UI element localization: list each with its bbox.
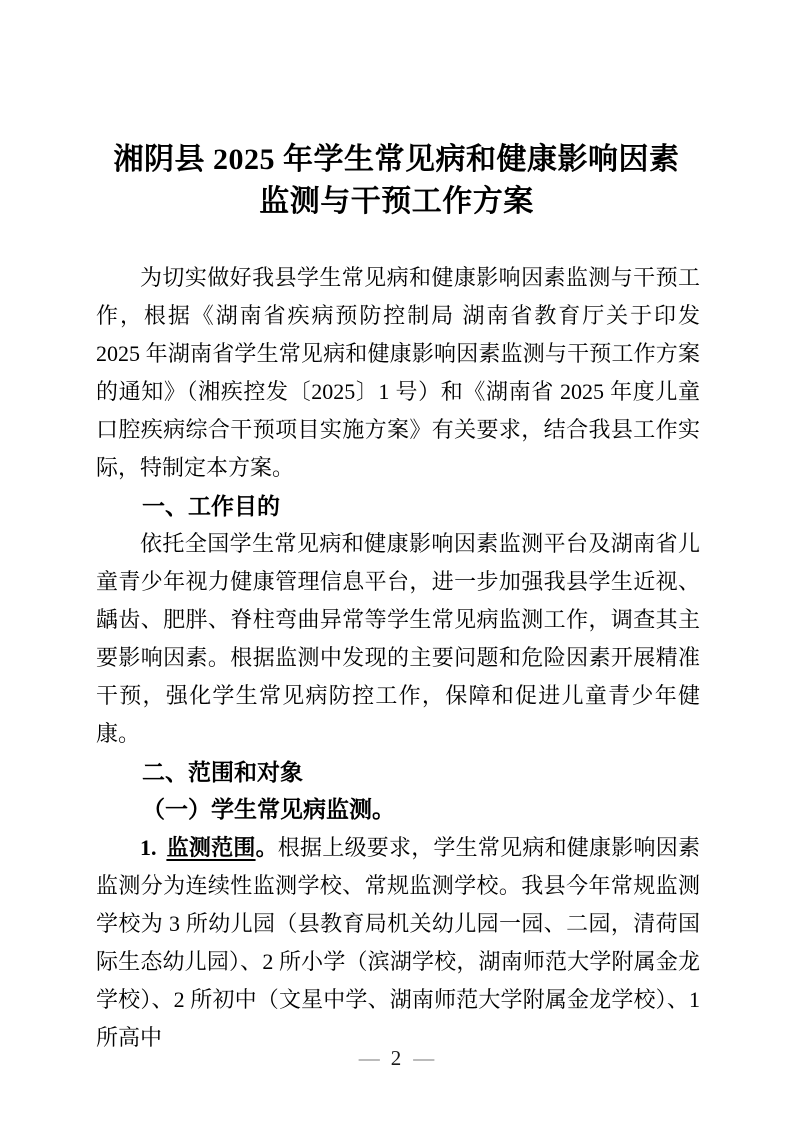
clause-label-underlined: 监测范围	[166, 835, 256, 860]
intro-paragraph: 为切实做好我县学生常见病和健康影响因素监测与干预工作，根据《湖南省疾病预防控制局 湖南省教育厅关于印发 2025 年湖南省学生常见病和健康影响因素监测与干预工作方案的通知》（湘疾控发〔2025〕1 号）和《湖南省 2025 年度儿童口腔疾病综合干预项目实施方案》有关要求，结合我县工作实际，特制定本方案。	[96, 265, 700, 480]
document-body	[96, 259, 700, 1057]
section-2-subheading-1: （一）学生常见病监测。	[142, 797, 395, 822]
footer-dash-left: —	[358, 1046, 380, 1070]
document-title	[0, 0, 793, 223]
clause-body-text: 根据上级要求，学生常见病和健康影响因素监测分为连续性监测学校、常规监测学校。我县今年常规监测学校为 3 所幼儿园（县教育局机关幼儿园一园、二园，清荷国际生态幼儿园）、2 所小学（滨湖学校，湖南师范大学附属金龙学校）、2 所初中（文星中学、湖南师范大学附属金龙学校）、1 所高中	[96, 835, 700, 1050]
section-1-paragraph: 依托全国学生常见病和健康影响因素监测平台及湖南省儿童青少年视力健康管理信息平台，进一步加强我县学生近视、龋齿、肥胖、脊柱弯曲异常等学生常见病监测工作，调查其主要影响因素。根据监测中发现的主要问题和危险因素开展精准干预，强化学生常见病防控工作，保障和促进儿童青少年健康。	[96, 531, 700, 746]
page-number: 2	[390, 1046, 403, 1070]
document-title-line-1: 湘阴县 2025 年学生常见病和健康影响因素	[113, 143, 680, 176]
footer-dash-right: —	[413, 1046, 435, 1070]
document-title-line-2: 监测与干预工作方案	[259, 185, 534, 218]
page-footer	[0, 1046, 793, 1070]
clause-label-punctuation: 。	[255, 835, 278, 860]
section-2-heading: 二、范围和对象	[142, 759, 303, 785]
clause-number: 1.	[140, 835, 157, 860]
monitoring-scope-paragraph	[96, 829, 700, 1057]
section-1-heading: 一、工作目的	[142, 493, 280, 519]
